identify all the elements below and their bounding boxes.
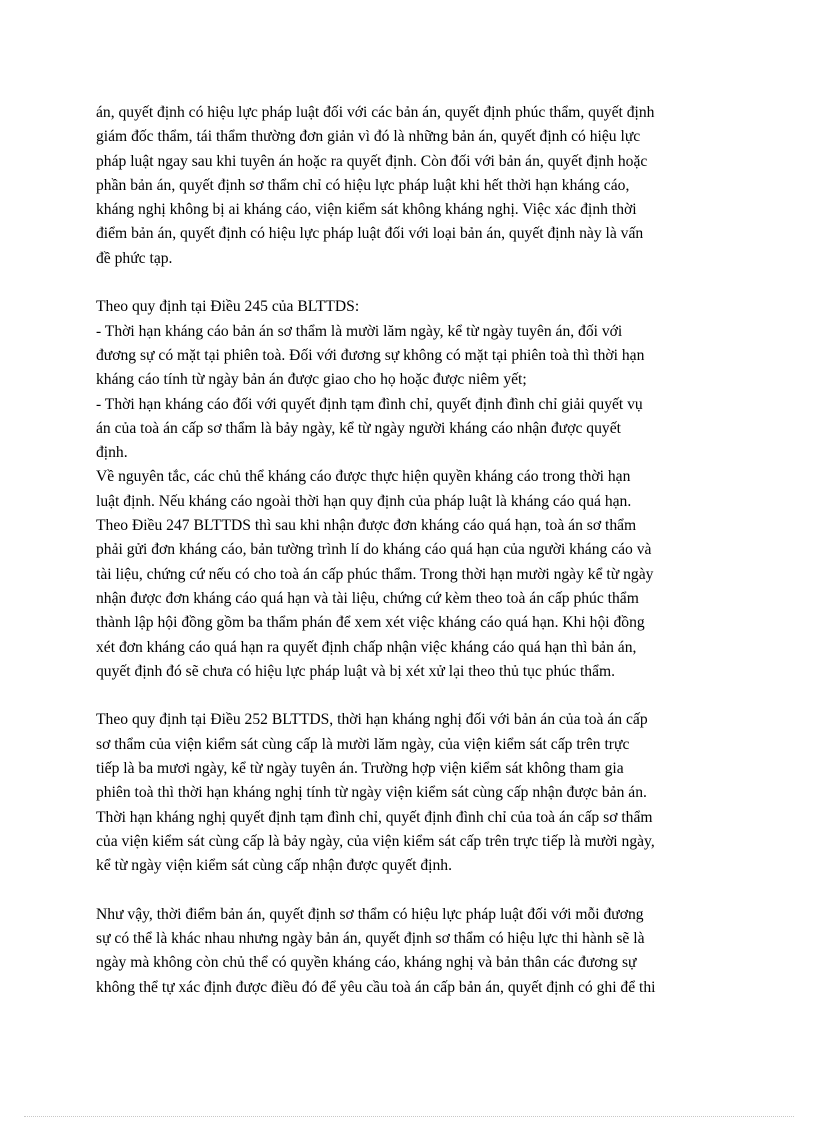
- text-line: Theo Điều 247 BLTTDS thì sau khi nhận được đơn kháng cáo quá hạn, toà án sơ thẩm: [96, 517, 637, 535]
- page-edge-divider: [24, 1116, 794, 1117]
- paragraph-gap: [96, 684, 722, 708]
- text-line: quyết định đó sẽ chưa có hiệu lực pháp luật và bị xét xử lại theo thủ tục phúc thẩm.: [96, 662, 616, 680]
- text-line: đương sự có mặt tại phiên toà. Đối với đương sự không có mặt tại phiên toà thì thời hạn: [96, 346, 645, 364]
- text-line: xét đơn kháng cáo quá hạn ra quyết định chấp nhận việc kháng cáo quá hạn thì bản án,: [96, 638, 637, 656]
- text-line: nhận được đơn kháng cáo quá hạn và tài liệu, chứng cứ kèm theo toà án cấp phúc thẩm: [96, 589, 639, 607]
- text-line: Theo quy định tại Điều 245 của BLTTDS:: [96, 298, 360, 316]
- text-line: Thời hạn kháng nghị quyết định tạm đình chỉ, quyết định đình chỉ của toà án cấp sơ thẩm: [96, 808, 653, 826]
- text-line: án của toà án cấp sơ thẩm là bảy ngày, kể từ ngày người kháng cáo nhận được quyết: [96, 419, 621, 437]
- text-line: kháng nghị không bị ai kháng cáo, viện kiểm sát không kháng nghị. Việc xác định thời: [96, 201, 637, 219]
- text-line: tiếp là ba mươi ngày, kể từ ngày tuyên án. Trường hợp viện kiểm sát không tham gia: [96, 760, 624, 778]
- text-line: phần bản án, quyết định sơ thẩm chỉ có hiệu lực pháp luật khi hết thời hạn kháng cáo,: [96, 176, 630, 194]
- text-line: Như vậy, thời điểm bản án, quyết định sơ thẩm có hiệu lực pháp luật đối với mỗi đương: [96, 905, 644, 923]
- text-line: phải gửi đơn kháng cáo, bản tường trình lí do kháng cáo quá hạn của người kháng cáo và: [96, 541, 652, 559]
- text-line: điểm bản án, quyết định có hiệu lực pháp luật đối với loại bản án, quyết định này là vấn: [96, 225, 644, 243]
- text-line: sự có thể là khác nhau nhưng ngày bản án, quyết định sơ thẩm có hiệu lực thi hành sẽ là: [96, 930, 645, 948]
- text-line: - Thời hạn kháng cáo đối với quyết định tạm đình chỉ, quyết định đình chỉ giải quyết vụ: [96, 395, 643, 413]
- document-body: [96, 101, 722, 1000]
- text-line: Theo quy định tại Điều 252 BLTTDS, thời hạn kháng nghị đối với bản án của toà án cấp: [96, 711, 648, 729]
- paragraph-effective-date: [96, 101, 722, 271]
- paragraph-gap: [96, 879, 722, 903]
- text-line: tài liệu, chứng cứ nếu có cho toà án cấp phúc thẩm. Trong thời hạn mười ngày kể từ ngày: [96, 565, 654, 583]
- text-line: pháp luật ngay sau khi tuyên án hoặc ra quyết định. Còn đối với bản án, quyết định hoặc: [96, 152, 648, 170]
- text-line: kể từ ngày viện kiểm sát cùng cấp nhận được quyết định.: [96, 857, 452, 875]
- text-line: định.: [96, 444, 128, 462]
- text-line: Về nguyên tắc, các chủ thể kháng cáo được thực hiện quyền kháng cáo trong thời hạn: [96, 468, 631, 486]
- text-line: của viện kiểm sát cùng cấp là bảy ngày, của viện kiểm sát cấp trên trực tiếp là mười ngày,: [96, 832, 655, 850]
- text-line: phiên toà thì thời hạn kháng nghị tính từ ngày viện kiểm sát cùng cấp nhận được bản án.: [96, 784, 647, 802]
- text-line: giám đốc thẩm, tái thẩm thường đơn giản vì đó là những bản án, quyết định có hiệu lực: [96, 128, 641, 146]
- text-line: thành lập hội đồng gồm ba thẩm phán để xem xét việc kháng cáo quá hạn. Khi hội đồng: [96, 614, 645, 632]
- text-line: kháng cáo tính từ ngày bản án được giao cho họ hoặc được niêm yết;: [96, 371, 527, 389]
- text-line: luật định. Nếu kháng cáo ngoài thời hạn quy định của pháp luật là kháng cáo quá hạn.: [96, 492, 632, 510]
- text-line: - Thời hạn kháng cáo bản án sơ thẩm là mười lăm ngày, kể từ ngày tuyên án, đối với: [96, 322, 623, 340]
- text-line: đề phức tạp.: [96, 249, 173, 267]
- paragraph-protest-deadline: [96, 708, 722, 878]
- text-line: ngày mà không còn chủ thể có quyền kháng cáo, kháng nghị và bản thân các đương sự: [96, 954, 637, 972]
- text-line: không thể tự xác định được điều đó để yêu cầu toà án cấp bản án, quyết định có ghi để thi: [96, 978, 656, 996]
- paragraph-conclusion: [96, 903, 722, 1000]
- paragraph-appeal-deadline: [96, 295, 722, 684]
- text-line: án, quyết định có hiệu lực pháp luật đối với các bản án, quyết định phúc thẩm, quyết định: [96, 104, 655, 121]
- text-line: sơ thẩm của viện kiểm sát cùng cấp là mười lăm ngày, của viện kiểm sát cấp trên trực: [96, 735, 630, 753]
- paragraph-gap: [96, 271, 722, 295]
